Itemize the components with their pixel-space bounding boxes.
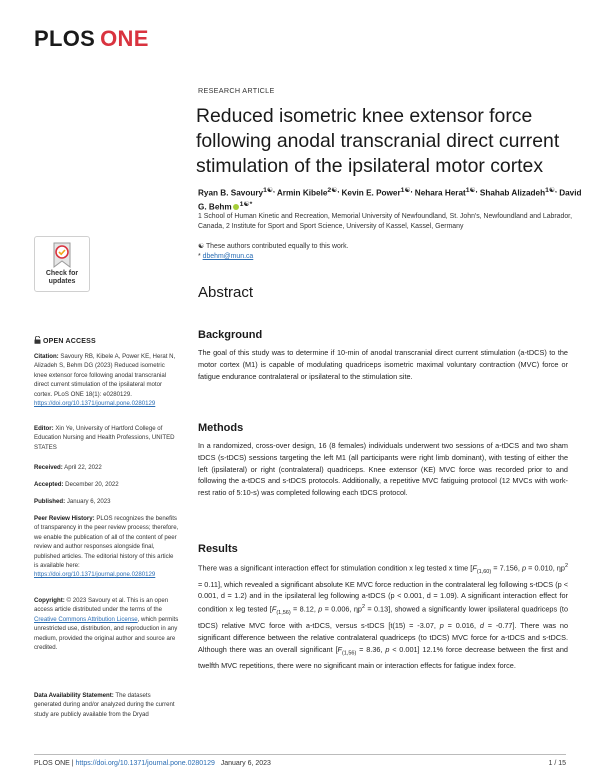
author-name[interactable]: Nehara Herat — [414, 188, 466, 198]
check-updates-label: Check for updates — [45, 270, 79, 285]
published-date: Published: January 6, 2023 — [34, 498, 111, 505]
author-marks: 2☯, — [327, 187, 340, 194]
plos-one-logo[interactable] — [34, 26, 149, 52]
author-list — [198, 185, 588, 213]
corresponding-mark: * — [198, 253, 201, 260]
footer-date: January 6, 2023 — [220, 760, 271, 767]
author-notes — [198, 242, 498, 262]
logo-plos: PLOS — [34, 26, 96, 51]
author-name[interactable]: Kevin E. Power — [341, 188, 401, 198]
license-link[interactable]: Creative Commons Attribution License — [34, 615, 138, 623]
methods-text: In a randomized, cross-over design, 16 (8 females) individuals underwent two sessions of a-tDCS and two sham tDCS (s-tDCS) sessions targeting the left M1 (all participants were right limb dominant), with testing of either the left (ipsilateral) or right (contralateral) quadriceps. Knee extensor (KE) MVC force was recorded prior to and following the a-tDCS and s-tDCS protocols. Additionally, a repetitive MVC fatiguing protocol (12 MVCs with work-rest ratio of 5:10-s) was completed following each tDCS protocol. — [198, 441, 568, 498]
email-link[interactable]: dbehm@mun.ca — [202, 253, 254, 260]
accepted-date: Accepted: December 20, 2022 — [34, 481, 119, 488]
results-text: There was a significant interaction effect for stimulation condition x leg tested x time [$F_{(1,60)} = 7.156$, p = 0.010, $\eta p^2 = 0.11$], which revealed a significant absolute KE MVC force reduction in the contralateral leg following s-tDCS (p < 0.001, d = 1.2) and in the ipsilateral leg following a-tDCS (p < 0.001, d = 1.09). A significant interaction effect for condition x leg tested [$F_{(1,56)} = 8.12$, p = 0.006, $\eta p^2 = 0.13$], showed a significantly lower ipsilateral quadriceps (to tDCS) relative MVC force with a-tDCS, versus s-tDCS [t(15) = -3.07, p = 0.016, d = -0.77]. There was no significant difference between the relative contralateral quadriceps (to tDCS) MVC force for a-tDCS and s-tDCS. Although there was an overall significant [$F_{(1,56)} = 8.36$, p < 0.001] 12.1% force decrease between the first and twelfth MVC repetitions, there were no significant main or interaction effects for fatigue index force. — [198, 563, 569, 670]
open-lock-icon — [34, 336, 41, 344]
citation-block: Citation: Savoury RB, Kibele A, Power KE, Herat N, Alizadeh S, Behm DG (2023) Reduced isometric knee extensor force following anodal transcranial direct current stimulation of the ipsilateral motor cortex. PLoS ONE 18(1): e0280129. https://doi.org/10.1371/journal.pone.0280129 — [34, 353, 176, 408]
logo-one: ONE — [100, 26, 149, 51]
citation-doi-link[interactable]: https://doi.org/10.1371/journal.pone.0280129 — [34, 400, 156, 408]
author-name[interactable]: Armin Kibele — [276, 188, 328, 198]
footer-journal: PLOS ONE — [34, 760, 70, 767]
received-date: Received: April 22, 2022 — [34, 464, 102, 471]
methods-heading: Methods — [198, 422, 244, 434]
background-heading: Background — [198, 329, 263, 341]
author-marks: 1☯, — [545, 187, 557, 194]
editor-block: Editor: Xin Ye, University of Hartford College of Education Nursing and Health Professions, UNITED STATES — [34, 425, 175, 451]
author-name[interactable]: Shahab Alizadeh — [479, 188, 546, 198]
author-marks: 1☯* — [239, 201, 253, 209]
abstract-heading: Abstract — [198, 284, 254, 301]
background-text: The goal of this study was to determine if 10-min of anodal transcranial direct current stimulation (a-tDCS) to the motor cortex (M1) is capable of modulating quadriceps isometric maximal voluntary contraction (MVC) force or fatigue endurance contralateral or ipsilateral to the stimulation site. — [198, 348, 568, 381]
author-marks: 1☯, — [465, 187, 478, 194]
bookmark-ribbon-icon — [50, 242, 74, 268]
footer-separator: | — [71, 760, 74, 767]
peer-review-link[interactable]: https://doi.org/10.1371/journal.pone.0280129 — [34, 571, 156, 579]
affiliations: 1 School of Human Kinetic and Recreation, Memorial University of Newfoundland, St. John's, Newfoundland and Labrador, Canada, 2 Institute for Sport and Sport Science, University of Kassel, Kassel, Germany — [198, 213, 573, 230]
author-name[interactable]: David G. Behm — [198, 188, 582, 212]
check-for-updates-badge[interactable] — [34, 236, 90, 292]
page-footer — [34, 760, 566, 767]
page-number: 1 / 15 — [548, 760, 566, 767]
equal-contribution-note: ☯ These authors contributed equally to this work. — [198, 243, 349, 250]
copyright-block: Copyright: © 2023 Savoury et al. This is an open access article distributed under the terms of the Creative Commons Attribution License, which permits unrestricted use, distribution, and reproduction in any medium, provided the original author and source are credited. — [34, 597, 179, 652]
corresponding-author — [198, 252, 498, 262]
author-name[interactable]: Ryan B. Savoury — [198, 188, 264, 198]
open-access-label: OPEN ACCESS — [34, 336, 96, 345]
orcid-icon[interactable] — [233, 204, 239, 210]
footer-divider — [34, 754, 566, 755]
footer-doi-link[interactable]: https://doi.org/10.1371/journal.pone.0280129 — [75, 760, 215, 767]
author-marks: 1☯, — [263, 187, 275, 194]
peer-review-block: Peer Review History: PLOS recognizes the benefits of transparency in the peer review process; therefore, we enable the publication of all of the content of peer review and author responses alongside final, published articles. The editorial history of this article is available here: https://doi.org/10.1371/journal.pone.0280129 — [34, 515, 179, 579]
author-marks: 1☯, — [400, 187, 413, 194]
results-heading: Results — [198, 543, 238, 555]
data-availability-block: Data Availability Statement: The datasets generated during and/or analyzed during the current study are publicly available from the Dryad — [34, 692, 175, 718]
article-title: Reduced isometric knee extensor force following anodal transcranial direct current stimulation of the ipsilateral motor cortex — [196, 105, 560, 177]
article-type: RESEARCH ARTICLE — [198, 86, 275, 95]
